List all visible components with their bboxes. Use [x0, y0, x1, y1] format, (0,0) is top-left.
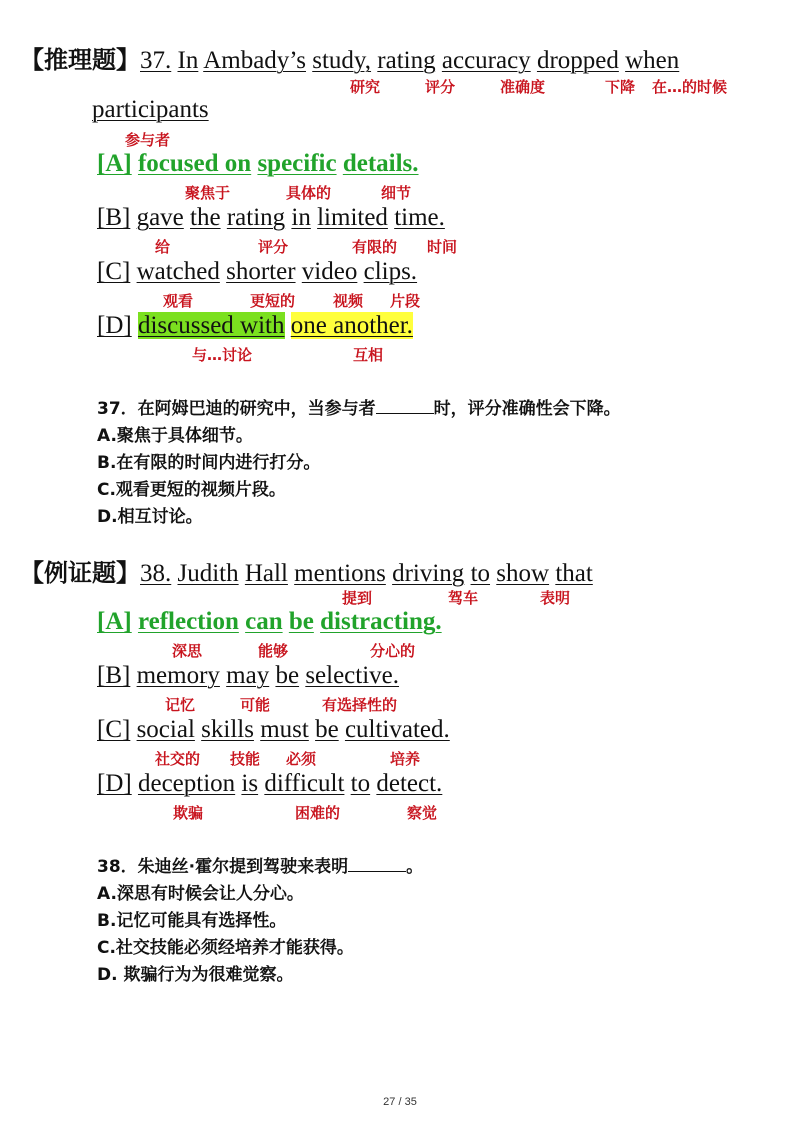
answer-blank	[348, 857, 406, 872]
page-number	[0, 1096, 800, 1108]
q37-stem-word: study,	[312, 47, 372, 74]
q38-stem-word: mentions	[294, 560, 386, 587]
gloss-label: 驾车	[448, 589, 479, 607]
option-word: shorter	[226, 258, 296, 285]
option-word: selective.	[305, 662, 400, 689]
q38-stem-line	[20, 553, 593, 589]
gloss-label: 必须	[286, 750, 317, 768]
option-word: must	[260, 716, 309, 743]
gloss-label: 研究	[350, 78, 381, 96]
q38-translation-b: B.记忆可能具有选择性。	[97, 911, 287, 931]
q37-option-a	[97, 149, 419, 179]
option-word: skills	[201, 716, 254, 743]
option-word: distracting.	[320, 608, 442, 635]
q37-stem-word: when	[625, 47, 680, 74]
q37-stem-word: accuracy	[441, 47, 531, 74]
gloss-label: 视频	[333, 292, 364, 310]
gloss-label: 准确度	[500, 78, 546, 96]
option-word: rating	[226, 204, 286, 231]
option-letter: [D]	[97, 312, 132, 339]
page-separator: /	[398, 1096, 402, 1108]
translation-text: 38．朱迪丝·霍尔提到驾驶来表明	[97, 857, 349, 877]
gloss-label: 下降	[605, 78, 636, 96]
gloss-label: 更短的	[250, 292, 296, 310]
gloss-label: 困难的	[295, 804, 341, 822]
option-letter: [A]	[97, 150, 132, 177]
option-word-highlighted: discussed with	[137, 312, 285, 339]
option-word: gave	[136, 204, 184, 231]
q38-number: 38.	[140, 560, 172, 587]
q38-option-b	[97, 661, 399, 691]
option-word: be	[275, 662, 300, 689]
current-page: 27	[383, 1096, 396, 1108]
q37-option-d	[97, 311, 413, 341]
gloss-label: 有限的	[352, 238, 398, 256]
gloss-label: 互相	[353, 346, 384, 364]
option-word: to	[350, 770, 371, 797]
option-letter: [D]	[97, 770, 132, 797]
translation-text: 。	[406, 857, 424, 877]
option-word: deception	[137, 770, 236, 797]
q38-stem-word: to	[470, 560, 491, 587]
option-word: focused on	[137, 150, 252, 177]
q37-translation-a: A.聚焦于具体细节。	[97, 426, 253, 446]
option-word: time.	[394, 204, 445, 231]
option-word: memory	[136, 662, 220, 689]
option-word: be	[288, 608, 314, 635]
q37-translation-b: B.在有限的时间内进行打分。	[97, 453, 321, 473]
q37-type-tag: 【推理题】	[20, 46, 140, 74]
q37-option-b	[97, 203, 445, 233]
q38-stem-word: Judith	[177, 560, 239, 587]
gloss-label: 参与者	[125, 131, 171, 149]
q38-option-d	[97, 769, 442, 799]
option-word-highlighted: one another.	[290, 312, 413, 339]
option-word: in	[291, 204, 311, 231]
gloss-label: 欺骗	[173, 804, 204, 822]
gloss-label: 技能	[230, 750, 261, 768]
option-word: difficult	[264, 770, 345, 797]
q38-stem-word: that	[555, 560, 593, 587]
q37-stem-word: Ambady’s	[203, 47, 306, 74]
q38-translation-d: D. 欺骗行为为很难觉察。	[97, 965, 294, 985]
gloss-label: 评分	[425, 78, 456, 96]
total-pages: 35	[404, 1096, 417, 1108]
option-letter: [B]	[97, 662, 131, 689]
gloss-label: 在…的时候	[652, 78, 728, 96]
gloss-label: 察觉	[407, 804, 438, 822]
q38-type-tag: 【例证题】	[20, 559, 140, 587]
option-word: is	[241, 770, 259, 797]
translation-text: 时，评分准确性会下降。	[433, 399, 621, 419]
option-word: cultivated.	[344, 716, 450, 743]
option-letter: [B]	[97, 204, 131, 231]
option-word: video	[301, 258, 358, 285]
option-word: specific	[257, 150, 337, 177]
option-word: clips.	[363, 258, 418, 285]
q38-stem-word: Hall	[244, 560, 288, 587]
gloss-label: 观看	[163, 292, 194, 310]
gloss-label: 分心的	[370, 642, 416, 660]
translation-text: 37．在阿姆巴迪的研究中，当参与者	[97, 399, 376, 419]
q37-number: 37.	[140, 47, 172, 74]
gloss-label: 给	[155, 238, 171, 256]
option-letter: [C]	[97, 716, 131, 743]
q37-stem-word: rating	[377, 47, 436, 74]
gloss-label: 记忆	[165, 696, 196, 714]
gloss-label: 具体的	[286, 184, 332, 202]
q37-translation-d: D.相互讨论。	[97, 507, 203, 527]
option-word: reflection	[137, 608, 239, 635]
option-letter: [C]	[97, 258, 131, 285]
gloss-label: 表明	[540, 589, 571, 607]
q37-translation-c: C.观看更短的视频片段。	[97, 480, 286, 500]
q37-stem-word: dropped	[536, 47, 619, 74]
gloss-label: 与…讨论	[192, 346, 253, 364]
q38-translation-c: C.社交技能必须经培养才能获得。	[97, 938, 354, 958]
gloss-label: 片段	[390, 292, 421, 310]
option-word: detect.	[376, 770, 443, 797]
option-word: may	[226, 662, 270, 689]
gloss-label: 可能	[240, 696, 271, 714]
q38-stem-word: driving	[392, 560, 465, 587]
q37-stem-word: In	[177, 47, 199, 74]
option-word: limited	[317, 204, 388, 231]
q38-translation-a: A.深思有时候会让人分心。	[97, 884, 304, 904]
gloss-label: 聚焦于	[185, 184, 231, 202]
q38-translation-stem	[97, 856, 423, 878]
gloss-label: 评分	[258, 238, 289, 256]
gloss-label: 有选择性的	[322, 696, 398, 714]
q37-stem-word: participants	[92, 96, 209, 123]
option-word: can	[245, 608, 283, 635]
q37-option-c	[97, 257, 417, 287]
gloss-label: 社交的	[155, 750, 201, 768]
q38-option-c	[97, 715, 450, 745]
gloss-label: 时间	[427, 238, 458, 256]
option-word: watched	[136, 258, 220, 285]
option-word: be	[315, 716, 339, 743]
option-word: details.	[342, 150, 419, 177]
q38-option-a	[97, 607, 442, 637]
gloss-label: 细节	[381, 184, 412, 202]
answer-blank	[376, 399, 434, 414]
gloss-label: 培养	[390, 750, 421, 768]
option-letter: [A]	[97, 608, 132, 635]
gloss-label: 能够	[258, 642, 289, 660]
q37-translation-stem	[97, 398, 621, 420]
q38-stem-word: show	[496, 560, 550, 587]
q37-stem-continuation	[92, 95, 209, 125]
gloss-label: 深思	[172, 642, 203, 660]
option-word: social	[136, 716, 195, 743]
gloss-label: 提到	[342, 589, 373, 607]
option-word: the	[190, 204, 221, 231]
q37-stem-line	[20, 40, 679, 76]
